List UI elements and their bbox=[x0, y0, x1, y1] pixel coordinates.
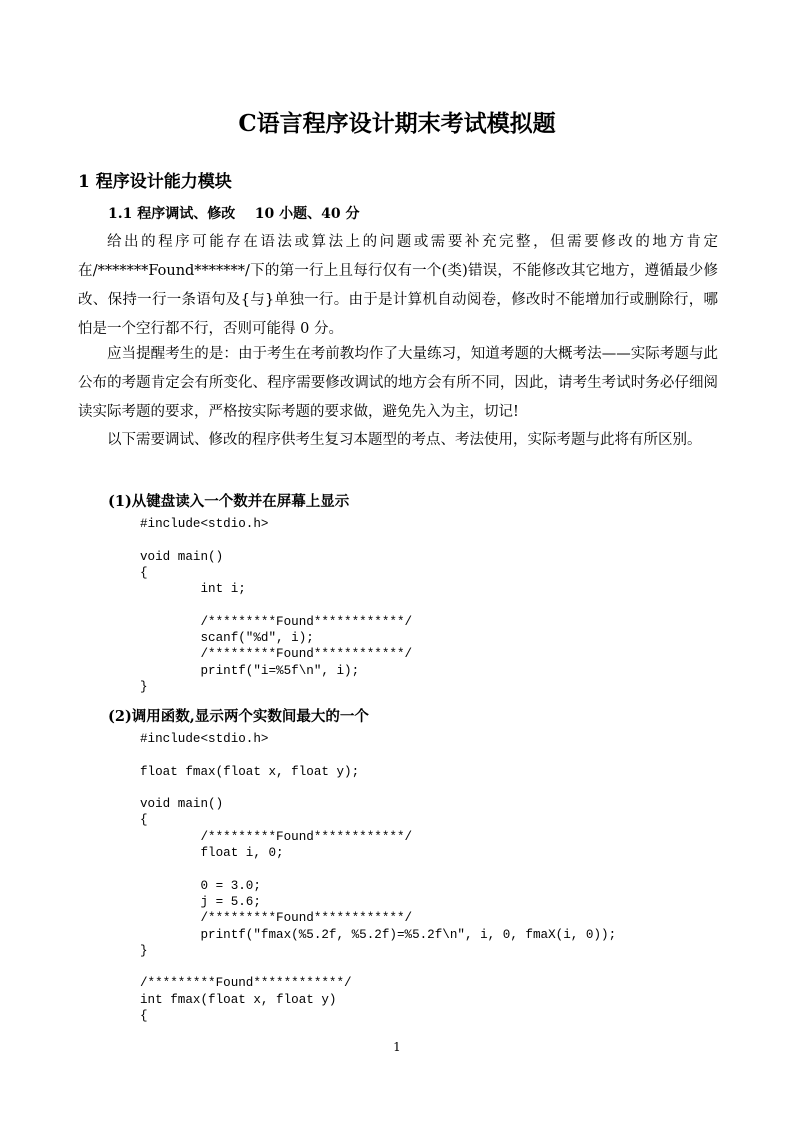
paragraph-reminder: 应当提醒考生的是：由于考生在考前教均作了大量练习，知道考题的大概考法——实际考题与此公布的考题肯定会有所变化、程序需要修改调试的地方会有所不同，因此，请考生考试时务必仔细阅读实际考题的要求，严格按实际考题的要求做，避免先入为主，切记! bbox=[78, 346, 718, 420]
problem-1-heading: (1)从键盘读入一个数并在屏幕上显示 bbox=[108, 493, 350, 510]
paragraph-usage-note: 以下需要调试、修改的程序供考生复习本题型的考点、考法使用，实际考题与此将有所区别。 bbox=[107, 432, 702, 448]
problem-2-heading: (2)调用函数,显示两个实数间最大的一个 bbox=[108, 708, 369, 725]
problem-1-code: #include<stdio.h> void main() { int i; /*********Found************/ scanf("%d", i); /*********Found************/ printf("i=%5f\n", i); } bbox=[140, 517, 413, 694]
subsection-heading: 1.1 程序调试、修改 10 小题、40 分 bbox=[108, 206, 360, 222]
page-title: C语言程序设计期末考试模拟题 bbox=[238, 110, 556, 137]
problem-2-code: #include<stdio.h> float fmax(float x, float y); void main() { /*********Found************/ float i, 0; 0 = 3.0; j = 5.6; /*********Found************/ printf("fmax(%5.2f, %5.2f)=%5.2f\n", i, 0, fmaX(i, 0)); } /*********Found************/ int fmax(float x, float y) { bbox=[140, 732, 617, 1024]
paragraph-instructions: 给出的程序可能存在语法或算法上的问题或需要补充完整，但需要修改的地方肯定在/*******Found*******/下的第一行上且每行仅有一个(类)错误，不能修改其它地方，遵循最少修改、保持一行一条语句及{与}单独一行。由于是计算机自动阅卷，修改时不能增加行或删除行，哪怕是一个空行都不行，否则可能得 0 分。 bbox=[78, 234, 718, 337]
page-number: 1 bbox=[393, 1040, 401, 1054]
section-heading: 1 程序设计能力模块 bbox=[78, 172, 232, 192]
